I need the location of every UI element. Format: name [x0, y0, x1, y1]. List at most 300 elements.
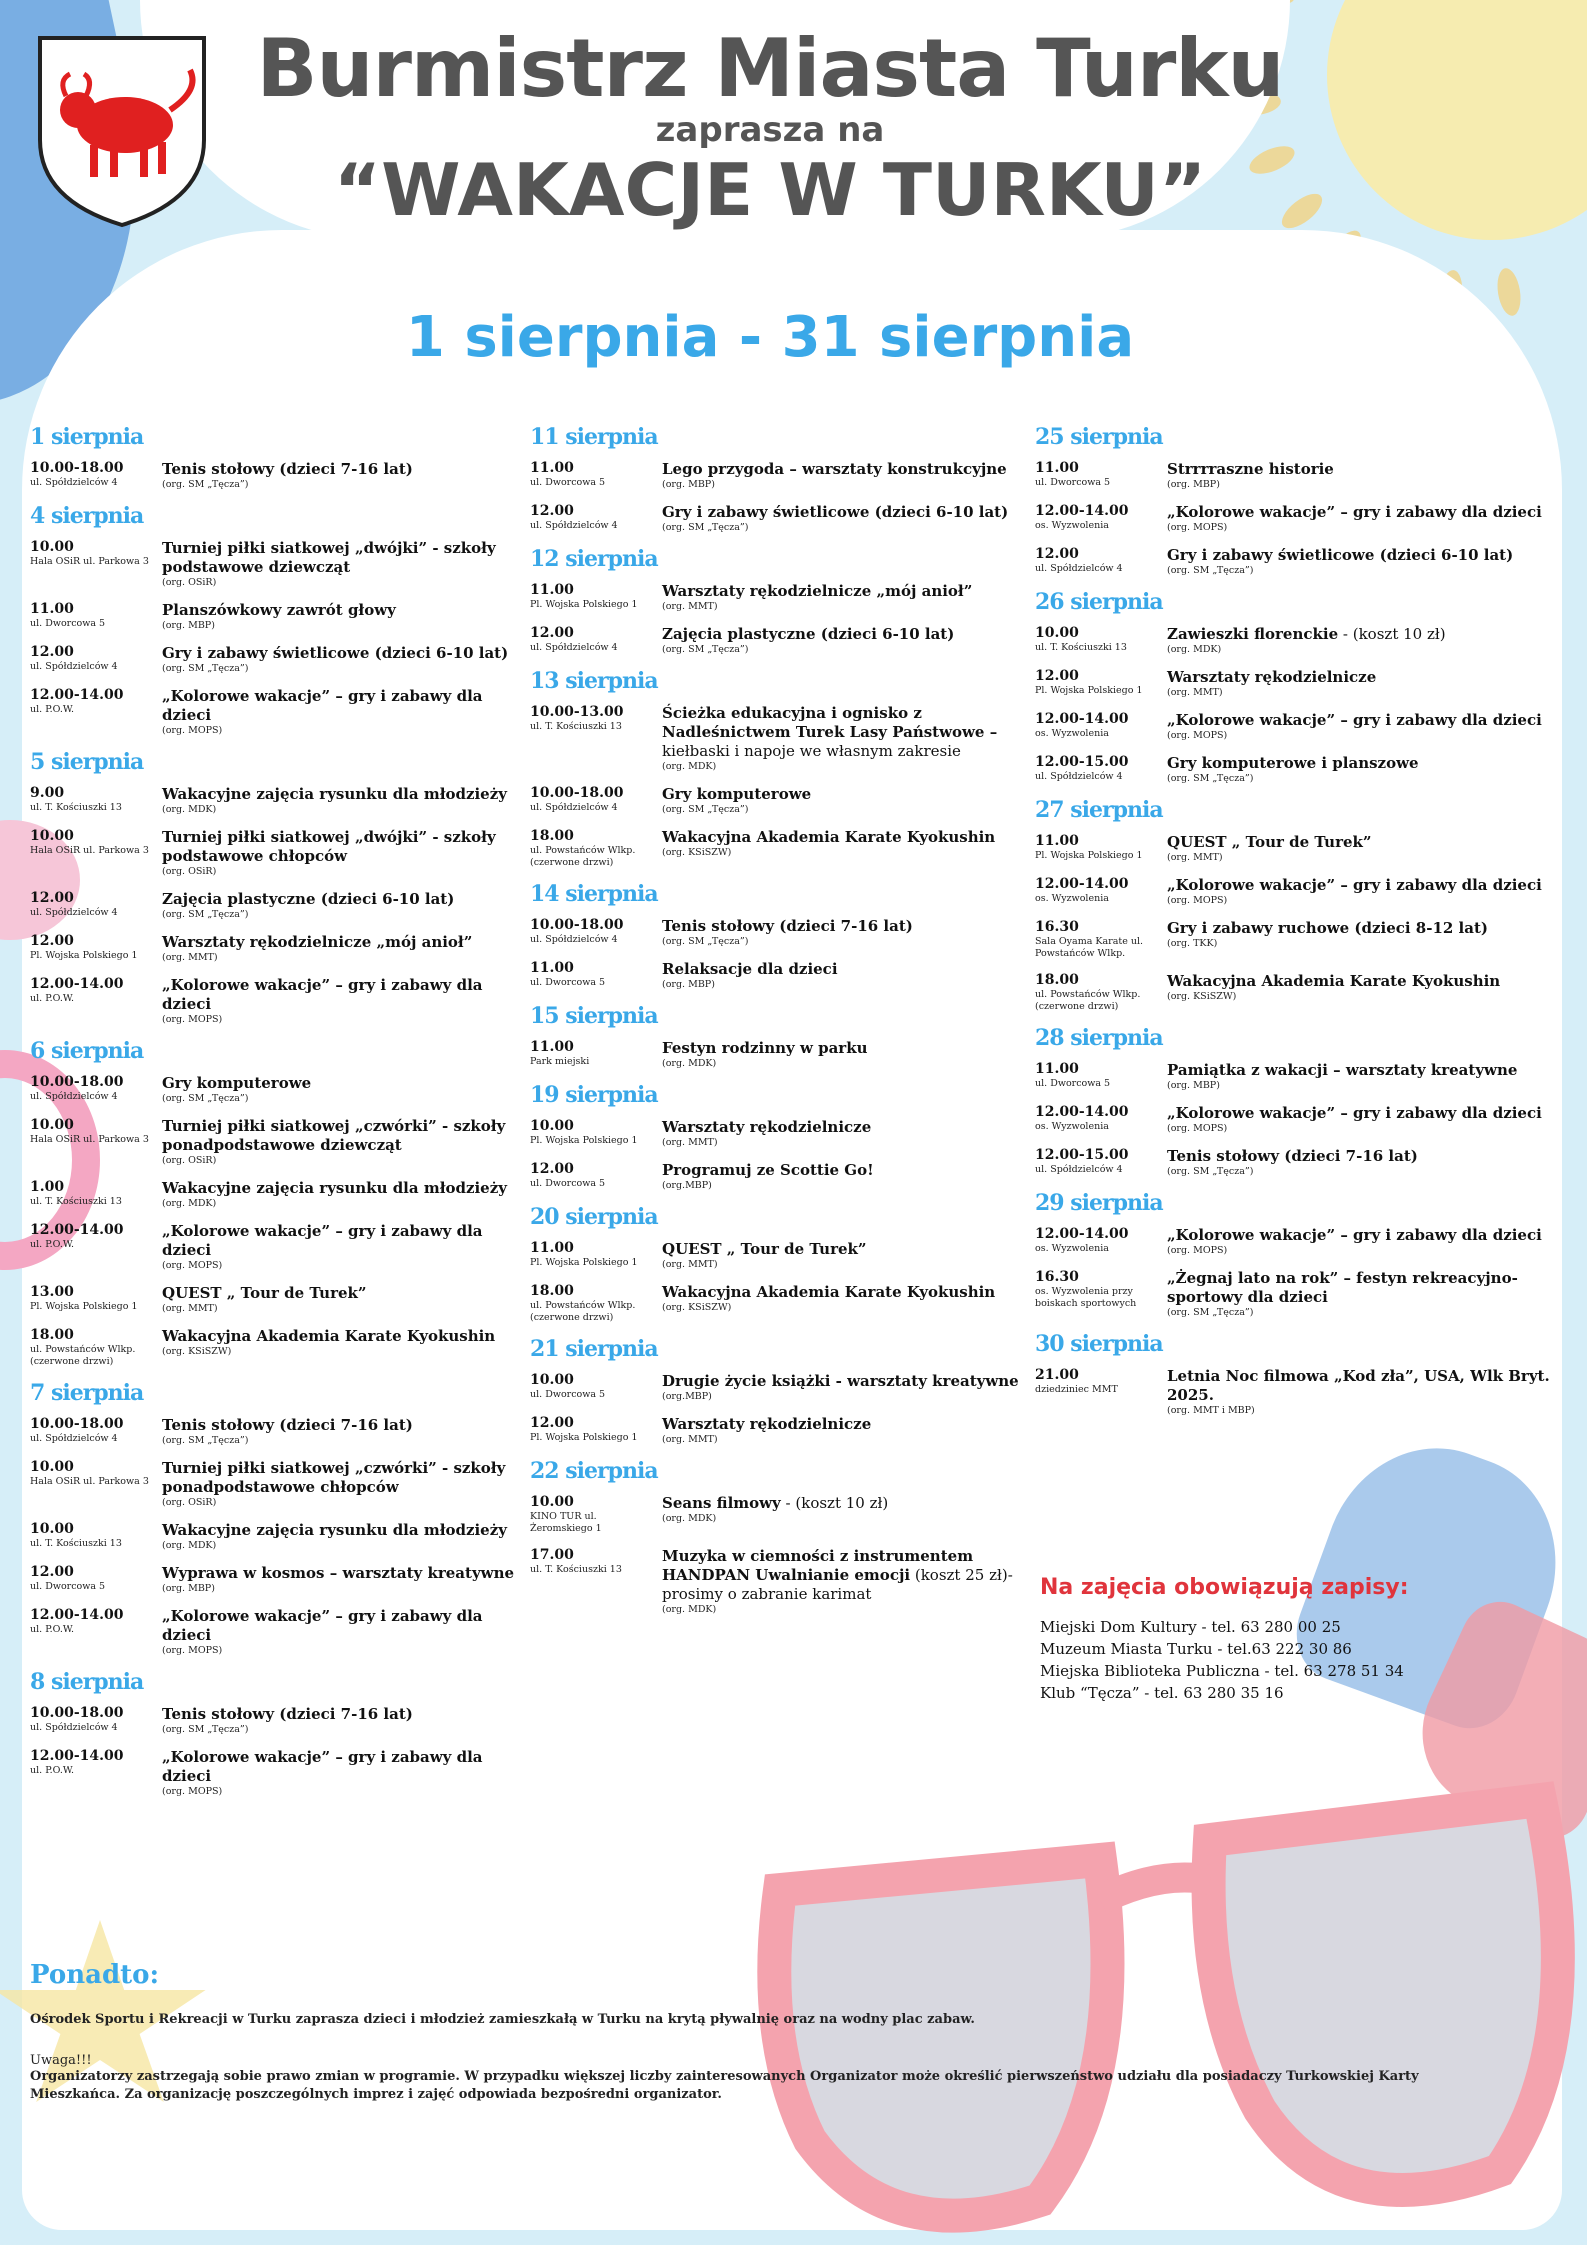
event-organizer: (org. OSiR): [162, 1155, 217, 1166]
event-row: [30, 1222, 530, 1272]
day-heading: 11 sierpnia: [530, 424, 658, 450]
event-time: 18.00: [30, 1327, 74, 1343]
event-extra: - (koszt 10 zł): [780, 1494, 889, 1512]
event-place: ul. P.O.W.: [30, 993, 75, 1004]
event-time: 12.00: [530, 1415, 574, 1431]
event-name: Wakacyjna Akademia Karate Kyokushin: [662, 828, 996, 846]
event-name: Ścieżka edukacyjna i ognisko z Nadleśnictwem Turek Lasy Państwowe –: [662, 704, 998, 741]
event-organizer: (org. MOPS): [162, 1014, 223, 1025]
event-row: [1035, 460, 1575, 491]
event-place: ul. Powstańców Wlkp. (czerwone drzwi): [530, 1300, 636, 1323]
event-time: 12.00: [530, 503, 574, 519]
event-row: [1035, 1269, 1575, 1319]
event-place: ul. T. Kościuszki 13: [530, 721, 622, 732]
event-organizer: (org. MOPS): [1167, 730, 1228, 741]
event-name: Gry komputerowe: [662, 785, 812, 803]
signup-info: [1040, 1575, 1520, 1704]
event-organizer: (org. SM „Tęcza”): [662, 644, 749, 655]
event-place: ul. T. Kościuszki 13: [30, 1538, 122, 1549]
event-row: [1035, 919, 1575, 960]
day-heading: 1 sierpnia: [30, 424, 144, 450]
event-organizer: (org. OSiR): [162, 866, 217, 877]
event-organizer: (org. MOPS): [162, 1645, 223, 1656]
event-time: 10.00: [30, 1521, 74, 1537]
event-place: ul. Powstańców Wlkp. (czerwone drzwi): [30, 1344, 136, 1367]
event-row: [1035, 503, 1575, 534]
event-name: Turniej piłki siatkowej „czwórki” - szkoły ponadpodstawowe dziewcząt: [162, 1117, 506, 1154]
event-time: 16.30: [1035, 919, 1079, 935]
schedule-column-2: [530, 420, 1030, 1628]
day-heading: 22 sierpnia: [530, 1458, 658, 1484]
event-time: 12.00: [530, 625, 574, 641]
event-organizer: (org. SM „Tęcza”): [662, 804, 749, 815]
warning-label: Uwaga!!!: [30, 2053, 92, 2068]
event-row: [1035, 546, 1575, 577]
event-organizer: (org. OSiR): [162, 1497, 217, 1508]
event-organizer: (org. MBP): [162, 1583, 215, 1594]
event-time: 12.00: [30, 933, 74, 949]
event-organizer: (org. MMT): [662, 601, 718, 612]
event-time: 10.00: [30, 1459, 74, 1475]
event-name: QUEST „ Tour de Turek”: [162, 1284, 367, 1302]
event-time: 11.00: [1035, 460, 1079, 476]
event-row: [530, 503, 1030, 534]
event-organizer: (org. SM „Tęcza”): [162, 1093, 249, 1104]
event-row: [1035, 711, 1575, 742]
event-name: „Kolorowe wakacje” – gry i zabawy dla dzieci: [1167, 711, 1542, 729]
event-row: [1035, 625, 1575, 656]
event-name: Lego przygoda – warsztaty konstrukcyjne: [662, 460, 1007, 478]
event-name: QUEST „ Tour de Turek”: [1167, 833, 1372, 851]
event-name: Zajęcia plastyczne (dzieci 6-10 lat): [662, 625, 955, 643]
event-name: „Kolorowe wakacje” – gry i zabawy dla dzieci: [1167, 503, 1542, 521]
event-name: Wakacyjna Akademia Karate Kyokushin: [162, 1327, 496, 1345]
event-organizer: (org. MDK): [662, 761, 717, 772]
date-range: 1 sierpnia - 31 sierpnia: [405, 305, 1135, 370]
event-time: 12.00-14.00: [1035, 711, 1129, 727]
event-organizer: (org. MDK): [662, 1058, 717, 1069]
event-name: Warsztaty rękodzielnicze: [662, 1415, 872, 1433]
event-place: ul. Spółdzielców 4: [30, 1091, 118, 1102]
event-organizer: (org. MMT i MBP): [1167, 1405, 1255, 1416]
event-place: os. Wyzwolenia: [1035, 893, 1109, 904]
event-time: 11.00: [530, 582, 574, 598]
event-time: 10.00-18.00: [530, 785, 624, 801]
event-name: Wakacyjne zajęcia rysunku dla młodzieży: [162, 1521, 507, 1539]
event-time: 1.00: [30, 1179, 65, 1195]
event-organizer: (org. MBP): [1167, 479, 1220, 490]
event-row: [530, 1415, 1030, 1446]
event-place: Hala OSiR ul. Parkowa 3: [30, 556, 149, 567]
event-row: [1035, 1226, 1575, 1257]
event-name: Relaksacje dla dzieci: [662, 960, 838, 978]
event-organizer: (org. KSiSZW): [1167, 991, 1237, 1002]
event-place: Pl. Wojska Polskiego 1: [530, 1135, 638, 1146]
event-name: Programuj ze Scottie Go!: [662, 1161, 874, 1179]
event-organizer: (org. SM „Tęcza”): [162, 1435, 249, 1446]
event-organizer: (org. MMT): [662, 1137, 718, 1148]
event-organizer: (org. SM „Tęcza”): [162, 663, 249, 674]
event-place: ul. T. Kościuszki 13: [30, 802, 122, 813]
sun-ray: [1495, 267, 1524, 318]
event-organizer: (org. KSiSZW): [662, 1302, 732, 1313]
event-row: [530, 1494, 1030, 1535]
day-heading: 29 sierpnia: [1035, 1190, 1163, 1216]
event-row: [30, 1117, 530, 1167]
event-name: „Żegnaj lato na rok” – festyn rekreacyjno-sportowy dla dzieci: [1167, 1269, 1518, 1306]
day-heading: 14 sierpnia: [530, 881, 658, 907]
event-time: 11.00: [1035, 833, 1079, 849]
event-name: Turniej piłki siatkowej „czwórki” - szkoły ponadpodstawowe chłopców: [162, 1459, 506, 1496]
event-row: [530, 704, 1030, 773]
event-time: 9.00: [30, 785, 65, 801]
event-row: [530, 625, 1030, 656]
organizer-note: Organizatorzy zastrzegają sobie prawo zmian w programie. W przypadku większej liczby zainteresowanych Organizator może określić pierwszeństwo udziału dla posiadaczy Turkowskiej Karty Mieszkańca. Za organizację poszczególnych imprez i zajęć odpowiada bezpośredni organizator.: [30, 2069, 1419, 2102]
day-heading: 21 sierpnia: [530, 1336, 658, 1362]
event-place: ul. Spółdzielców 4: [1035, 771, 1123, 782]
day-heading: 4 sierpnia: [30, 503, 144, 529]
additional-info: [30, 1960, 1490, 2104]
event-place: Pl. Wojska Polskiego 1: [30, 1301, 138, 1312]
event-organizer: (org. SM „Tęcza”): [1167, 565, 1254, 576]
event-time: 12.00-14.00: [30, 1748, 124, 1764]
event-place: Pl. Wojska Polskiego 1: [30, 950, 138, 961]
event-name: Wakacyjne zajęcia rysunku dla młodzieży: [162, 785, 507, 803]
event-organizer: (org. KSiSZW): [162, 1346, 232, 1357]
event-name: „Kolorowe wakacje” – gry i zabawy dla dzieci: [162, 1222, 483, 1259]
event-name: „Kolorowe wakacje” – gry i zabawy dla dzieci: [1167, 1226, 1542, 1244]
event-time: 10.00: [30, 1117, 74, 1133]
event-row: [30, 890, 530, 921]
event-name: Warsztaty rękodzielnicze „mój anioł”: [662, 582, 973, 600]
event-organizer: (org. MOPS): [162, 725, 223, 736]
event-time: 10.00-13.00: [530, 704, 624, 720]
event-row: [30, 1521, 530, 1552]
event-place: ul. Dworcowa 5: [530, 977, 606, 988]
event-time: 11.00: [530, 1240, 574, 1256]
schedule-column-1: [30, 420, 530, 1810]
event-place: KINO TUR ul. Żeromskiego 1: [530, 1511, 602, 1534]
day-heading: 25 sierpnia: [1035, 424, 1163, 450]
event-organizer: (org. MOPS): [1167, 522, 1228, 533]
event-place: Hala OSiR ul. Parkowa 3: [30, 845, 149, 856]
event-row: [530, 1118, 1030, 1149]
event-time: 12.00-14.00: [1035, 503, 1129, 519]
event-organizer: (org. MDK): [162, 1198, 217, 1209]
event-name: QUEST „ Tour de Turek”: [662, 1240, 867, 1258]
event-time: 12.00: [30, 644, 74, 660]
event-organizer: (org.MBP): [662, 1180, 712, 1191]
event-organizer: (org. MBP): [1167, 1080, 1220, 1091]
event-time: 10.00: [30, 828, 74, 844]
osir-note: Ośrodek Sportu i Rekreacji w Turku zaprasza dzieci i młodzież zamieszkałą w Turku na krytą pływalnię oraz na wodny plac zabaw.: [30, 2012, 975, 2027]
event-place: ul. Spółdzielców 4: [1035, 563, 1123, 574]
event-time: 12.00-15.00: [1035, 754, 1129, 770]
signup-contact: Klub “Tęcza” - tel. 63 280 35 16: [1040, 1684, 1284, 1702]
event-name: Tenis stołowy (dzieci 7-16 lat): [162, 1416, 413, 1434]
event-place: Pl. Wojska Polskiego 1: [530, 599, 638, 610]
event-organizer: (org. SM „Tęcza”): [162, 1724, 249, 1735]
event-place: ul. Dworcowa 5: [1035, 477, 1111, 488]
event-row: [30, 460, 530, 491]
event-name: Tenis stołowy (dzieci 7-16 lat): [1167, 1147, 1418, 1165]
event-name: Turniej piłki siatkowej „dwójki” - szkoły podstawowe dziewcząt: [162, 539, 496, 576]
event-place: ul. T. Kościuszki 13: [1035, 642, 1127, 653]
event-organizer: (org. MBP): [662, 979, 715, 990]
event-row: [30, 933, 530, 964]
event-row: [530, 1161, 1030, 1192]
event-place: ul. Powstańców Wlkp. (czerwone drzwi): [530, 845, 636, 868]
signup-contact: Miejska Biblioteka Publiczna - tel. 63 278 51 34: [1040, 1662, 1404, 1680]
event-organizer: (org. MBP): [662, 479, 715, 490]
event-row: [30, 1748, 530, 1798]
schedule-column-3: [1035, 420, 1575, 1429]
event-name: Wakacyjne zajęcia rysunku dla młodzieży: [162, 1179, 507, 1197]
event-row: [1035, 1104, 1575, 1135]
event-row: [530, 917, 1030, 948]
event-organizer: (org. MOPS): [162, 1260, 223, 1271]
event-organizer: (org. MOPS): [162, 1786, 223, 1797]
day-heading: 6 sierpnia: [30, 1038, 144, 1064]
event-row: [530, 960, 1030, 991]
event-time: 12.00: [30, 890, 74, 906]
event-organizer: (org. MOPS): [1167, 895, 1228, 906]
event-organizer: (org. MBP): [162, 620, 215, 631]
event-place: ul. Spółdzielców 4: [30, 907, 118, 918]
event-row: [30, 644, 530, 675]
event-extra: kiełbaski i napoje we własnym zakresie: [662, 742, 961, 760]
event-place: ul. T. Kościuszki 13: [30, 1196, 122, 1207]
event-name: Warsztaty rękodzielnicze „mój anioł”: [162, 933, 473, 951]
event-name: Gry i zabawy ruchowe (dzieci 8-12 lat): [1167, 919, 1488, 937]
event-row: [30, 976, 530, 1026]
event-row: [30, 1416, 530, 1447]
day-heading: 27 sierpnia: [1035, 797, 1163, 823]
event-row: [1035, 972, 1575, 1013]
event-time: 12.00: [1035, 668, 1079, 684]
event-name: Strrrraszne historie: [1167, 460, 1334, 478]
event-organizer: (org. SM „Tęcza”): [162, 479, 249, 490]
event-place: Pl. Wojska Polskiego 1: [1035, 685, 1143, 696]
event-place: os. Wyzwolenia: [1035, 1243, 1109, 1254]
event-time: 11.00: [530, 960, 574, 976]
event-name: Zawieszki florenckie: [1167, 625, 1339, 643]
event-organizer: (org. SM „Tęcza”): [662, 936, 749, 947]
event-place: ul. Dworcowa 5: [530, 1178, 606, 1189]
event-place: Sala Oyama Karate ul. Powstańców Wlkp.: [1035, 936, 1144, 959]
signup-contact: Muzeum Miasta Turku - tel.63 222 30 86: [1040, 1640, 1352, 1658]
event-time: 10.00-18.00: [30, 460, 124, 476]
event-time: 10.00-18.00: [30, 1074, 124, 1090]
event-place: ul. Spółdzielców 4: [530, 520, 618, 531]
event-place: Park miejski: [530, 1056, 590, 1067]
event-place: os. Wyzwolenia: [1035, 1121, 1109, 1132]
event-organizer: (org. MOPS): [1167, 1245, 1228, 1256]
event-row: [30, 785, 530, 816]
event-row: [1035, 876, 1575, 907]
event-row: [30, 1074, 530, 1105]
event-place: Pl. Wojska Polskiego 1: [530, 1432, 638, 1443]
event-organizer: (org. MOPS): [1167, 1123, 1228, 1134]
event-name: Muzyka w ciemności z instrumentem HANDPAN Uwalnianie emocji: [662, 1547, 974, 1584]
event-place: ul. Spółdzielców 4: [530, 934, 618, 945]
event-row: [30, 1607, 530, 1657]
event-place: ul. Spółdzielców 4: [530, 802, 618, 813]
event-place: ul. Spółdzielców 4: [30, 1722, 118, 1733]
event-name: Pamiątka z wakacji – warsztaty kreatywne: [1167, 1061, 1518, 1079]
day-heading: 8 sierpnia: [30, 1669, 144, 1695]
event-row: [30, 1327, 530, 1368]
event-time: 12.00-15.00: [1035, 1147, 1129, 1163]
event-organizer: (org. MDK): [162, 804, 217, 815]
event-row: [30, 687, 530, 737]
event-time: 10.00: [530, 1494, 574, 1510]
event-row: [1035, 1147, 1575, 1178]
event-name: Warsztaty rękodzielnicze: [662, 1118, 872, 1136]
event-name: „Kolorowe wakacje” – gry i zabawy dla dzieci: [162, 1748, 483, 1785]
event-organizer: (org. SM „Tęcza”): [162, 909, 249, 920]
event-organizer: (org. MDK): [662, 1513, 717, 1524]
event-name: Letnia Noc filmowa „Kod zła”, USA, Wlk Bryt. 2025.: [1167, 1367, 1550, 1404]
event-place: os. Wyzwolenia: [1035, 520, 1109, 531]
event-place: ul. P.O.W.: [30, 1765, 75, 1776]
event-name: „Kolorowe wakacje” – gry i zabawy dla dzieci: [162, 976, 483, 1013]
event-organizer: (org. MMT): [662, 1259, 718, 1270]
event-row: [530, 1039, 1030, 1070]
event-row: [30, 1459, 530, 1509]
additional-heading: Ponadto:: [30, 1960, 160, 1990]
event-name: Tenis stołowy (dzieci 7-16 lat): [662, 917, 913, 935]
event-row: [30, 1705, 530, 1736]
event-name: Planszówkowy zawrót głowy: [162, 601, 396, 619]
day-heading: 15 sierpnia: [530, 1003, 658, 1029]
event-row: [30, 1179, 530, 1210]
event-extra: - (koszt 10 zł): [1338, 625, 1446, 643]
event-time: 12.00-14.00: [1035, 1226, 1129, 1242]
event-place: ul. Spółdzielców 4: [30, 477, 118, 488]
event-row: [530, 1372, 1030, 1403]
event-row: [30, 539, 530, 589]
event-time: 13.00: [30, 1284, 74, 1300]
signup-contact: Miejski Dom Kultury - tel. 63 280 00 25: [1040, 1618, 1341, 1636]
event-name: „Kolorowe wakacje” – gry i zabawy dla dzieci: [1167, 876, 1542, 894]
event-time: 10.00: [30, 539, 74, 555]
event-name: Tenis stołowy (dzieci 7-16 lat): [162, 460, 413, 478]
event-place: os. Wyzwolenia przy boiskach sportowych: [1035, 1286, 1137, 1309]
event-organizer: (org. MMT): [162, 1303, 218, 1314]
event-organizer: (org. MDK): [662, 1604, 717, 1615]
event-time: 17.00: [530, 1547, 574, 1563]
event-time: 12.00: [1035, 546, 1079, 562]
event-time: 12.00-14.00: [1035, 876, 1129, 892]
event-organizer: (org.MBP): [662, 1391, 712, 1402]
event-time: 10.00: [530, 1118, 574, 1134]
event-place: ul. Spółdzielców 4: [530, 642, 618, 653]
event-time: 10.00-18.00: [30, 1705, 124, 1721]
event-place: ul. P.O.W.: [30, 704, 75, 715]
event-name: Wakacyjna Akademia Karate Kyokushin: [1167, 972, 1501, 990]
event-organizer: (org. MMT): [162, 952, 218, 963]
event-organizer: (org. MDK): [1167, 644, 1222, 655]
event-time: 11.00: [530, 460, 574, 476]
event-row: [1035, 668, 1575, 699]
event-name: Turniej piłki siatkowej „dwójki” - szkoły podstawowe chłopców: [162, 828, 496, 865]
event-row: [530, 785, 1030, 816]
event-time: 16.30: [1035, 1269, 1079, 1285]
event-time: 12.00-14.00: [30, 687, 124, 703]
day-heading: 19 sierpnia: [530, 1082, 658, 1108]
event-organizer: (org. SM „Tęcza”): [1167, 1166, 1254, 1177]
event-time: 10.00-18.00: [30, 1416, 124, 1432]
event-place: ul. Spółdzielców 4: [30, 1433, 118, 1444]
event-row: [30, 1284, 530, 1315]
event-place: ul. P.O.W.: [30, 1624, 75, 1635]
event-row: [1035, 833, 1575, 864]
event-time: 12.00: [530, 1161, 574, 1177]
event-row: [530, 1240, 1030, 1271]
event-name: Gry komputerowe: [162, 1074, 312, 1092]
event-name: Wyprawa w kosmos – warsztaty kreatywne: [162, 1564, 515, 1582]
event-row: [1035, 754, 1575, 785]
event-name: Warsztaty rękodzielnicze: [1167, 668, 1377, 686]
event-time: 12.00-14.00: [30, 1222, 124, 1238]
signup-heading: Na zajęcia obowiązują zapisy:: [1040, 1575, 1409, 1600]
event-place: dziedziniec MMT: [1035, 1384, 1118, 1395]
event-place: ul. T. Kościuszki 13: [530, 1564, 622, 1575]
event-place: ul. Spółdzielców 4: [30, 661, 118, 672]
event-row: [30, 601, 530, 632]
event-organizer: (org. KSiSZW): [662, 847, 732, 858]
page-title: Burmistrz Miasta Turku: [256, 22, 1284, 115]
event-place: ul. Dworcowa 5: [530, 477, 606, 488]
event-place: Hala OSiR ul. Parkowa 3: [30, 1476, 149, 1487]
event-name: Festyn rodzinny w parku: [662, 1039, 868, 1057]
event-name: Seans filmowy: [662, 1494, 781, 1512]
event-row: [530, 1547, 1030, 1616]
event-place: ul. Dworcowa 5: [30, 1581, 106, 1592]
event-time: 10.00: [1035, 625, 1079, 641]
event-place: ul. Powstańców Wlkp. (czerwone drzwi): [1035, 989, 1141, 1012]
event-place: Pl. Wojska Polskiego 1: [1035, 850, 1143, 861]
event-place: Hala OSiR ul. Parkowa 3: [30, 1134, 149, 1145]
event-row: [530, 582, 1030, 613]
day-heading: 30 sierpnia: [1035, 1331, 1163, 1357]
event-place: ul. Dworcowa 5: [530, 1389, 606, 1400]
event-organizer: (org. TKK): [1167, 938, 1218, 949]
event-place: ul. Spółdzielców 4: [1035, 1164, 1123, 1175]
event-row: [1035, 1061, 1575, 1092]
event-name: Gry i zabawy świetlicowe (dzieci 6-10 lat): [162, 644, 509, 662]
event-organizer: (org. MMT): [1167, 852, 1223, 863]
turek-coat-of-arms-icon: [30, 30, 214, 230]
event-organizer: (org. SM „Tęcza”): [662, 522, 749, 533]
event-time: 12.00-14.00: [1035, 1104, 1129, 1120]
event-name: Gry i zabawy świetlicowe (dzieci 6-10 lat): [662, 503, 1009, 521]
event-organizer: (org. MMT): [662, 1434, 718, 1445]
event-place: Pl. Wojska Polskiego 1: [530, 1257, 638, 1268]
event-name: Gry komputerowe i planszowe: [1167, 754, 1419, 772]
event-row: [530, 1283, 1030, 1324]
event-time: 12.00: [30, 1564, 74, 1580]
day-heading: 28 sierpnia: [1035, 1025, 1163, 1051]
day-heading: 7 sierpnia: [30, 1380, 144, 1406]
event-time: 11.00: [1035, 1061, 1079, 1077]
event-name: Tenis stołowy (dzieci 7-16 lat): [162, 1705, 413, 1723]
event-name: „Kolorowe wakacje” – gry i zabawy dla dzieci: [162, 687, 483, 724]
event-name: Zajęcia plastyczne (dzieci 6-10 lat): [162, 890, 455, 908]
event-row: [30, 828, 530, 878]
event-row: [30, 1564, 530, 1595]
